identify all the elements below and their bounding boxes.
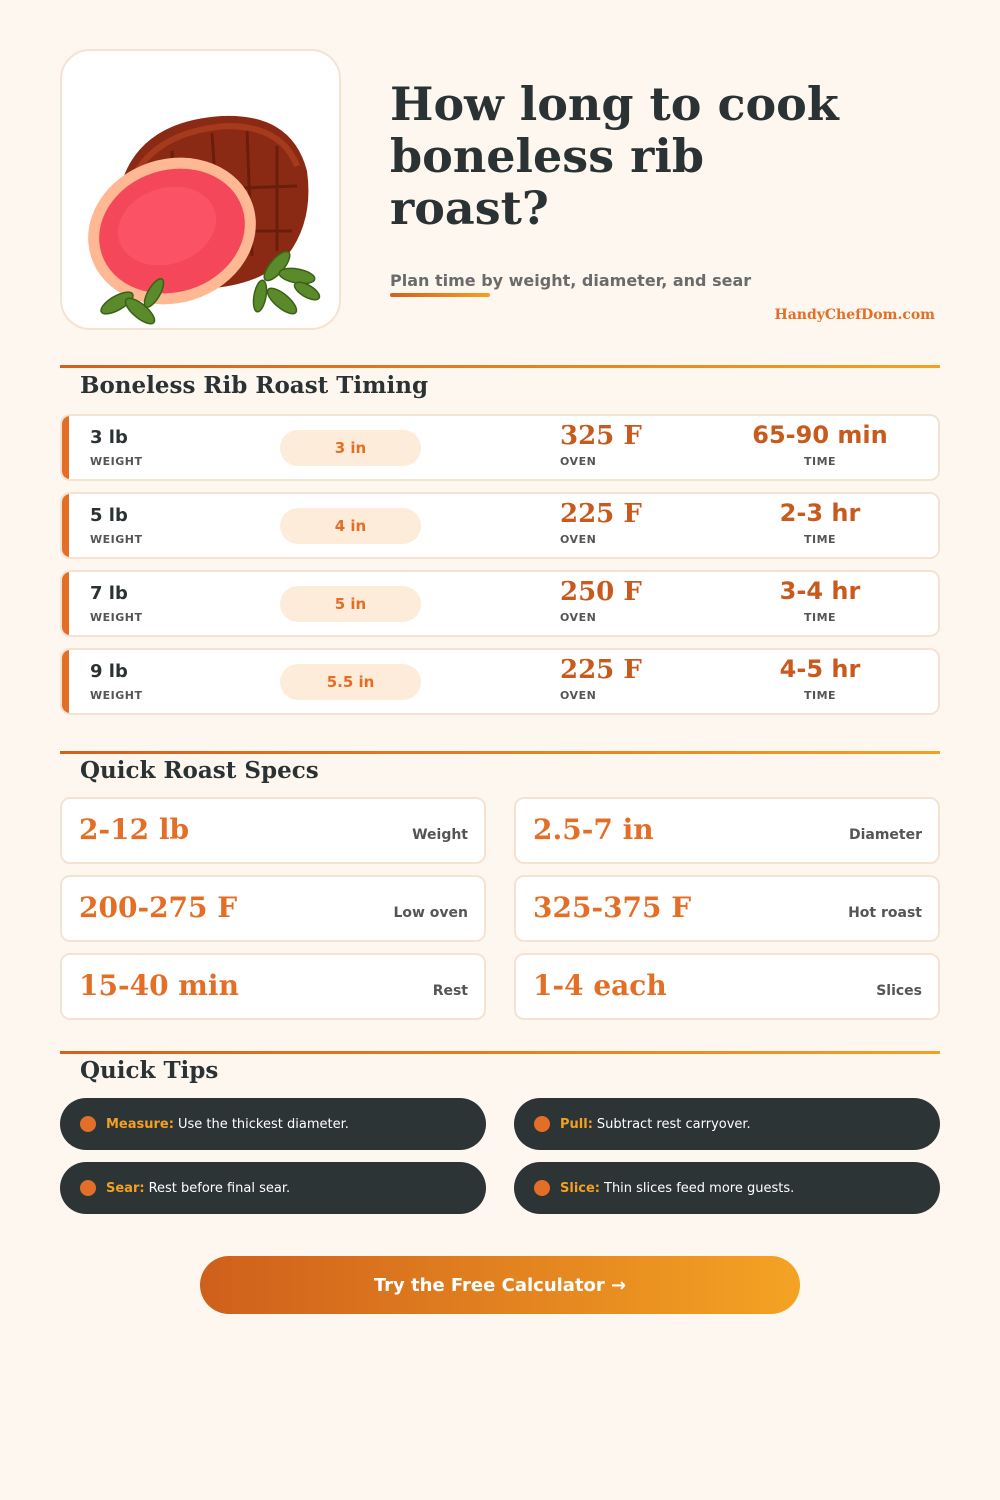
oven-label: OVEN (560, 533, 597, 546)
tip-text: Thin slices feed more guests. (604, 1180, 795, 1196)
oven-label: OVEN (560, 611, 597, 624)
spec-card (514, 797, 940, 864)
diameter-pill: 4 in (280, 508, 421, 544)
spec-label: Weight (412, 827, 468, 843)
spec-value: 1-4 each (533, 969, 667, 1002)
timing-row (60, 570, 940, 637)
spec-label: Low oven (393, 905, 468, 921)
subtitle-underline (390, 293, 490, 297)
timing-row (60, 492, 940, 559)
tip-pill (60, 1098, 486, 1150)
weight-label: WEIGHT (90, 455, 143, 468)
spec-label: Rest (432, 983, 468, 999)
row-cook-time: 2-3 hr (779, 499, 861, 527)
spec-label: Slices (876, 983, 922, 999)
specs-section-title: Quick Roast Specs (80, 757, 319, 784)
tip-pill (514, 1162, 940, 1214)
oven-label: OVEN (560, 455, 597, 468)
bullet-dot-icon (534, 1180, 550, 1196)
weight-label: WEIGHT (90, 689, 143, 702)
spec-card (60, 875, 486, 942)
free-calculator-button[interactable]: Try the Free Calculator → (200, 1256, 800, 1314)
row-cook-time: 4-5 hr (779, 655, 861, 683)
tip-key: Measure: (106, 1116, 174, 1132)
time-label: TIME (803, 455, 837, 468)
diameter-pill: 5 in (280, 586, 421, 622)
row-oven-temp: 250 F (560, 577, 642, 607)
tip-key: Sear: (106, 1180, 145, 1196)
tips-section-title: Quick Tips (80, 1057, 219, 1084)
row-oven-temp: 225 F (560, 655, 642, 685)
oven-label: OVEN (560, 689, 597, 702)
spec-value: 200-275 F (79, 891, 238, 924)
spec-value: 2-12 lb (79, 813, 190, 846)
spec-value: 325-375 F (533, 891, 692, 924)
tip-key: Pull: (560, 1116, 593, 1132)
row-weight: 5 lb (90, 505, 128, 526)
brand-link[interactable]: HandyChefDom.com (774, 307, 935, 323)
page-subtitle: Plan time by weight, diameter, and sear (390, 271, 752, 290)
weight-label: WEIGHT (90, 533, 143, 546)
diameter-pill: 5.5 in (280, 664, 421, 700)
row-accent-bar (62, 416, 69, 479)
time-label: TIME (803, 611, 837, 624)
weight-label: WEIGHT (90, 611, 143, 624)
tip-pill (60, 1162, 486, 1214)
spec-card (514, 953, 940, 1020)
row-oven-temp: 225 F (560, 499, 642, 529)
row-oven-temp: 325 F (560, 421, 642, 451)
time-label: TIME (803, 533, 837, 546)
bullet-dot-icon (80, 1180, 96, 1196)
tip-text: Subtract rest carryover. (596, 1116, 751, 1132)
section-divider (60, 751, 940, 754)
section-divider (60, 365, 940, 368)
spec-card (60, 797, 486, 864)
section-divider (60, 1051, 940, 1054)
spec-label: Diameter (848, 827, 922, 843)
tip-key: Slice: (560, 1180, 600, 1196)
row-cook-time: 3-4 hr (779, 577, 861, 605)
hero-image-card (60, 49, 341, 330)
row-accent-bar (62, 572, 69, 635)
row-cook-time: 65-90 min (752, 421, 888, 449)
timing-row (60, 414, 940, 481)
row-accent-bar (62, 494, 69, 557)
rib-roast-icon (82, 91, 322, 341)
spec-label: Hot roast (848, 905, 922, 921)
spec-card (60, 953, 486, 1020)
page-title: How long to cook boneless rib roast? (390, 77, 839, 235)
tip-text: Use the thickest diameter. (177, 1116, 349, 1132)
bullet-dot-icon (534, 1116, 550, 1132)
spec-value: 15-40 min (79, 969, 239, 1002)
bullet-dot-icon (80, 1116, 96, 1132)
tip-text: Rest before final sear. (148, 1180, 291, 1196)
spec-card (514, 875, 940, 942)
spec-value: 2.5-7 in (533, 813, 654, 846)
diameter-pill: 3 in (280, 430, 421, 466)
row-weight: 3 lb (90, 427, 128, 448)
row-weight: 7 lb (90, 583, 128, 604)
tip-pill (514, 1098, 940, 1150)
timing-section-title: Boneless Rib Roast Timing (80, 372, 429, 399)
row-accent-bar (62, 650, 69, 713)
timing-row (60, 648, 940, 715)
row-weight: 9 lb (90, 661, 128, 682)
time-label: TIME (803, 689, 837, 702)
